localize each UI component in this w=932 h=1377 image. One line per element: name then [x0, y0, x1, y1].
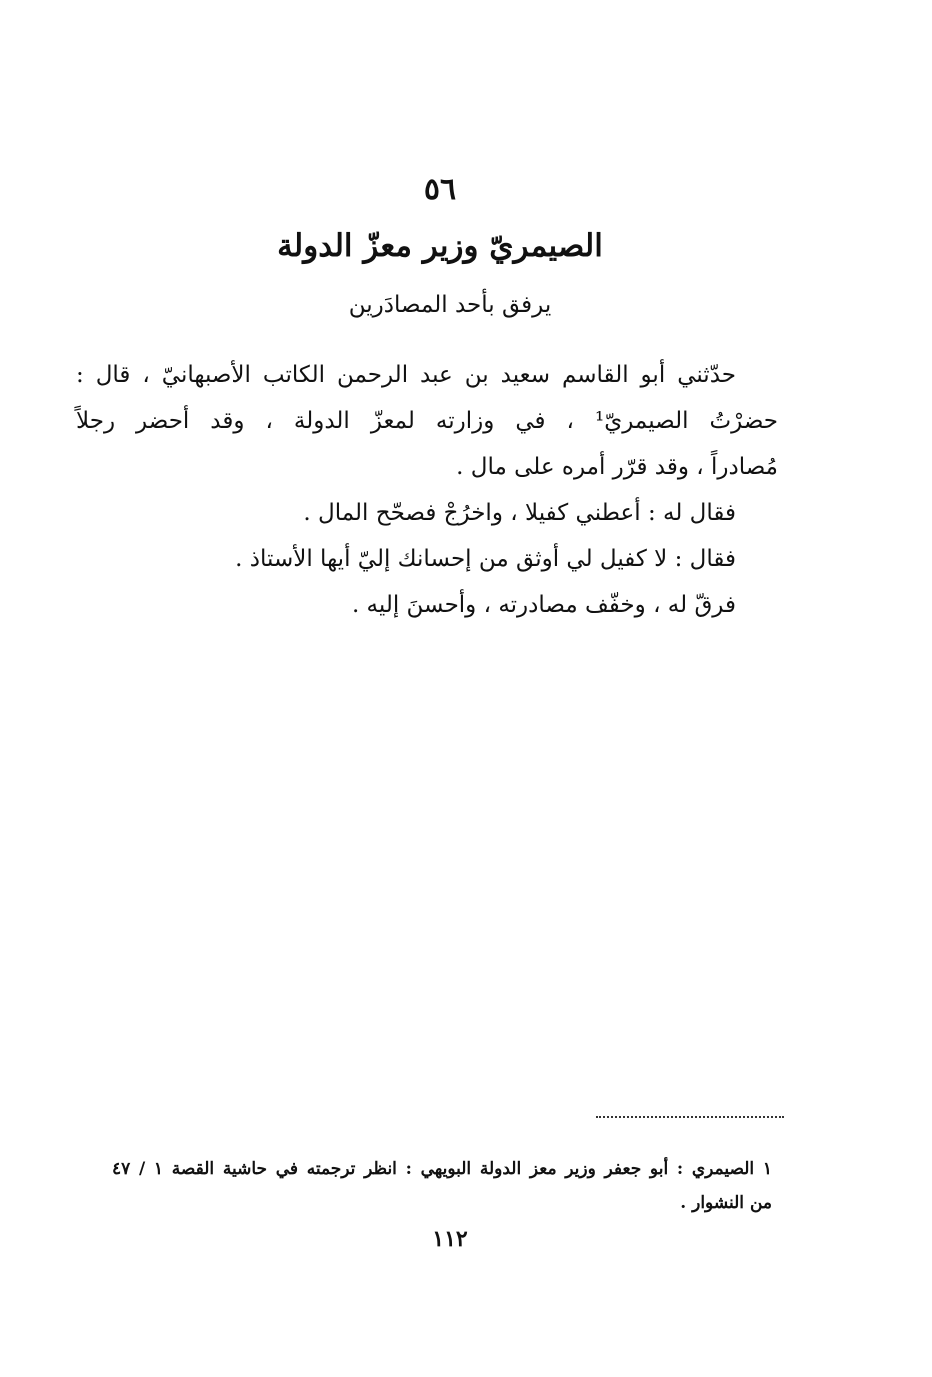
- body-line-4: فقال له : أعطني كفيلا ، واخرُجْ فصحّح المال .: [303, 500, 736, 526]
- footnote-line-2: من النشوار .: [680, 1193, 772, 1213]
- footnote-separator: [596, 1116, 784, 1118]
- body-line-2: حضرْتُ الصيمريّ¹ ، في وزارته لمعزّ الدولة ، وقد أحضر رجلاً: [76, 408, 779, 434]
- footnote-line-1: ١ الصيمري : أبو جعفر وزير معز الدولة البويهي : انظر ترجمته في حاشية القصة ١ / ٤٧: [112, 1159, 773, 1179]
- body-line-5: فقال : لا كفيل لي أوثق من إحسانك إليّ أيها الأستاذ .: [235, 546, 736, 572]
- story-subtitle: يرفق بأحد المصادَرين: [348, 292, 552, 318]
- body-line-3: مُصادراً ، وقد قرّر أمره على مال .: [456, 454, 778, 480]
- story-number: ٥٦: [423, 172, 457, 207]
- body-line-6: فرقّ له ، وخفّف مصادرته ، وأحسنَ إليه .: [351, 592, 736, 618]
- story-body: [76, 352, 779, 628]
- footnotes: [112, 1152, 772, 1220]
- body-line-1: حدّثني أبو القاسم سعيد بن عبد الرحمن الكاتب الأصبهانيّ ، قال :: [76, 362, 736, 388]
- page-number: ١١٢: [432, 1226, 468, 1252]
- story-title: الصيمريّ وزير معزّ الدولة: [277, 228, 603, 264]
